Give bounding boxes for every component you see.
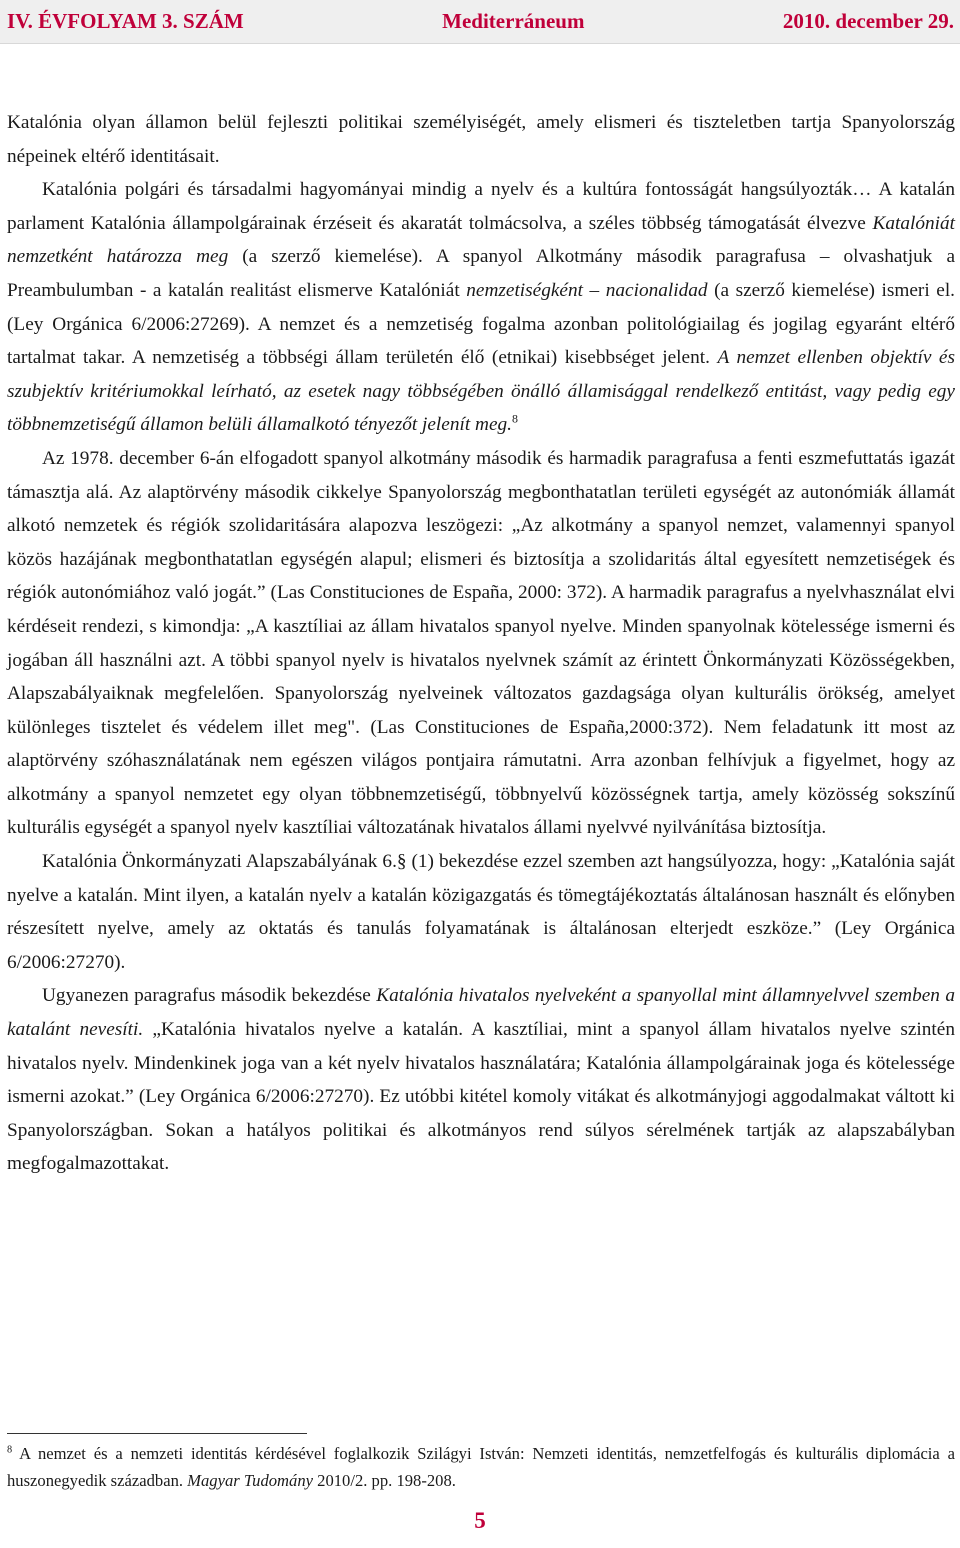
footnote-divider bbox=[7, 1433, 307, 1434]
paragraph-5: Ugyanezen paragrafus második bekezdése Katalónia hivatalos nyelveként a spanyollal mint államnyelvvel szemben a katalánt nevesíti. „Katalónia hivatalos nyelve a katalán. A kasztíliai, mint a spanyol állam hivatalos nyelve szintén hivatalos nyelv. Mindenkinek joga van a két nyelv hivatalos használatára; Katalónia állampolgárainak joga és kötelessége ismerni azokat.” (Ley Orgánica 6/2006:27270). Ez utóbbi kitétel komoly vitákat és alkotmányjogi aggodalmakat váltott ki Spanyolországban. Sokan a hatályos politikai és alkotmányos rend súlyos sérelmének tartják az alapszabályban megfogalmazottakat. bbox=[7, 985, 955, 1175]
running-header bbox=[0, 0, 960, 44]
header-volume: IV. ÉVFOLYAM 3. SZÁM bbox=[7, 9, 244, 33]
footnote-ref[interactable]: 8 bbox=[511, 411, 518, 426]
page-number: 5 bbox=[474, 1508, 486, 1533]
article-body bbox=[7, 106, 955, 1181]
paragraph-4: Katalónia Önkormányzati Alapszabályának 6.§ (1) bekezdése ezzel szemben azt hangsúlyozza, hogy: „Katalónia saját nyelve a katalán. Mint ilyen, a katalán nyelv a katalán közigazgatás és tömegtájékoztatás általánosan használt és előnyben részesített nyelve, amely az oktatás és tanulás folyamatának is általánosan elterjedt eszköze.” (Ley Orgánica 6/2006:27270). bbox=[7, 851, 955, 973]
paragraph-2: Katalónia polgári és társadalmi hagyományai mindig a nyelv és a kultúra fontosságát hangsúlyozták… A katalán parlament Katalónia állampolgárainak érzéseit és akaratát tolmácsolva, a széles többség támogatását élvezve Katalóniát nemzetként határozza meg (a szerző kiemelése). A spanyol Alkotmány második paragrafusa – olvashatjuk a Preambulumban - a katalán realitást elismerve Katalóniát nemzetiségként – nacionalidad (a szerző kiemelése) ismeri el. (Ley Orgánica 6/2006:27269). A nemzet és a nemzetiség fogalma azonban politológiailag és jogilag egyaránt eltérő tartalmat takar. A nemzetiség a többségi állam területén élő (etnikai) kisebbséget jelent. A nemzet ellenben objektív és szubjektív kritériumokkal leírható, az esetek nagy többségében önálló államisággal rendelkező entitást, vagy pedig egy többnemzetiségű államon belüli államalkotó tényezőt jelenít meg.$^8$ bbox=[7, 179, 955, 436]
footnote-number: 8 bbox=[7, 1444, 13, 1456]
header-date: 2010. december 29. bbox=[782, 9, 954, 33]
header-journal-title: Mediterráneum bbox=[442, 9, 585, 33]
paragraph-1: Katalónia olyan államon belül fejleszti politikai személyiségét, amely elismeri és tiszteletben tartja Spanyolország népeinek eltérő identitásait. bbox=[7, 112, 955, 167]
footnote: $^8$ A nemzet és a nemzeti identitás kérdésével foglalkozik Szilágyi István: Nemzeti identitás, nemzetfelfogás és kulturális diplomácia a huszonegyedik században. Magyar Tudomány 2010/2. pp. 198-208. bbox=[7, 1444, 955, 1490]
paragraph-3: Az 1978. december 6-án elfogadott spanyol alkotmány második és harmadik paragrafusa a fenti eszmefuttatás igazát támasztja alá. Az alaptörvény második cikkelye Spanyolország megbonthatatlan területi egységét az autonómiák államát alkotó nemzetek és régiók szolidaritására alapozva leszögezi: „Az alkotmány a spanyol nemzet, valamennyi spanyol közös hazájának megbonthatatlan egységén alapul; elismeri és biztosítja a szolidaritás által egyesített nemzetiségek és régiók autonómiához való jogát.” (Las Constituciones de España, 2000: 372). A harmadik paragrafus a nyelvhasználat elvi kérdéseit rendezi, s kimondja: „A kasztíliai az állam hivatalos spanyol nyelve. Minden spanyolnak kötelessége ismerni és jogában áll használni azt. A többi spanyol nyelv is hivatalos nyelvnek számít az érintett Önkormányzati Közösségekben, Alapszabályaiknak megfelelően. Spanyolország nyelveinek változatos gazdagsága olyan kulturális örökség, amelyet különleges tisztelet és védelem illet meg". (Las Constituciones de España,2000:372). Nem feladatunk itt most az alaptörvény szóhasználatának nem egészen világos pontjaira rámutatni. Arra azonban felhívjuk a figyelmet, hogy az alkotmány a spanyol nemzetet egy olyan többnemzetiségű, többnyelvű közösségnek tartja, amely közösség sokszínű kulturális egységét a spanyol nyelv kasztíliai változatának hivatalos állami nyelvvé nyilvánítása biztosítja. bbox=[7, 447, 955, 839]
